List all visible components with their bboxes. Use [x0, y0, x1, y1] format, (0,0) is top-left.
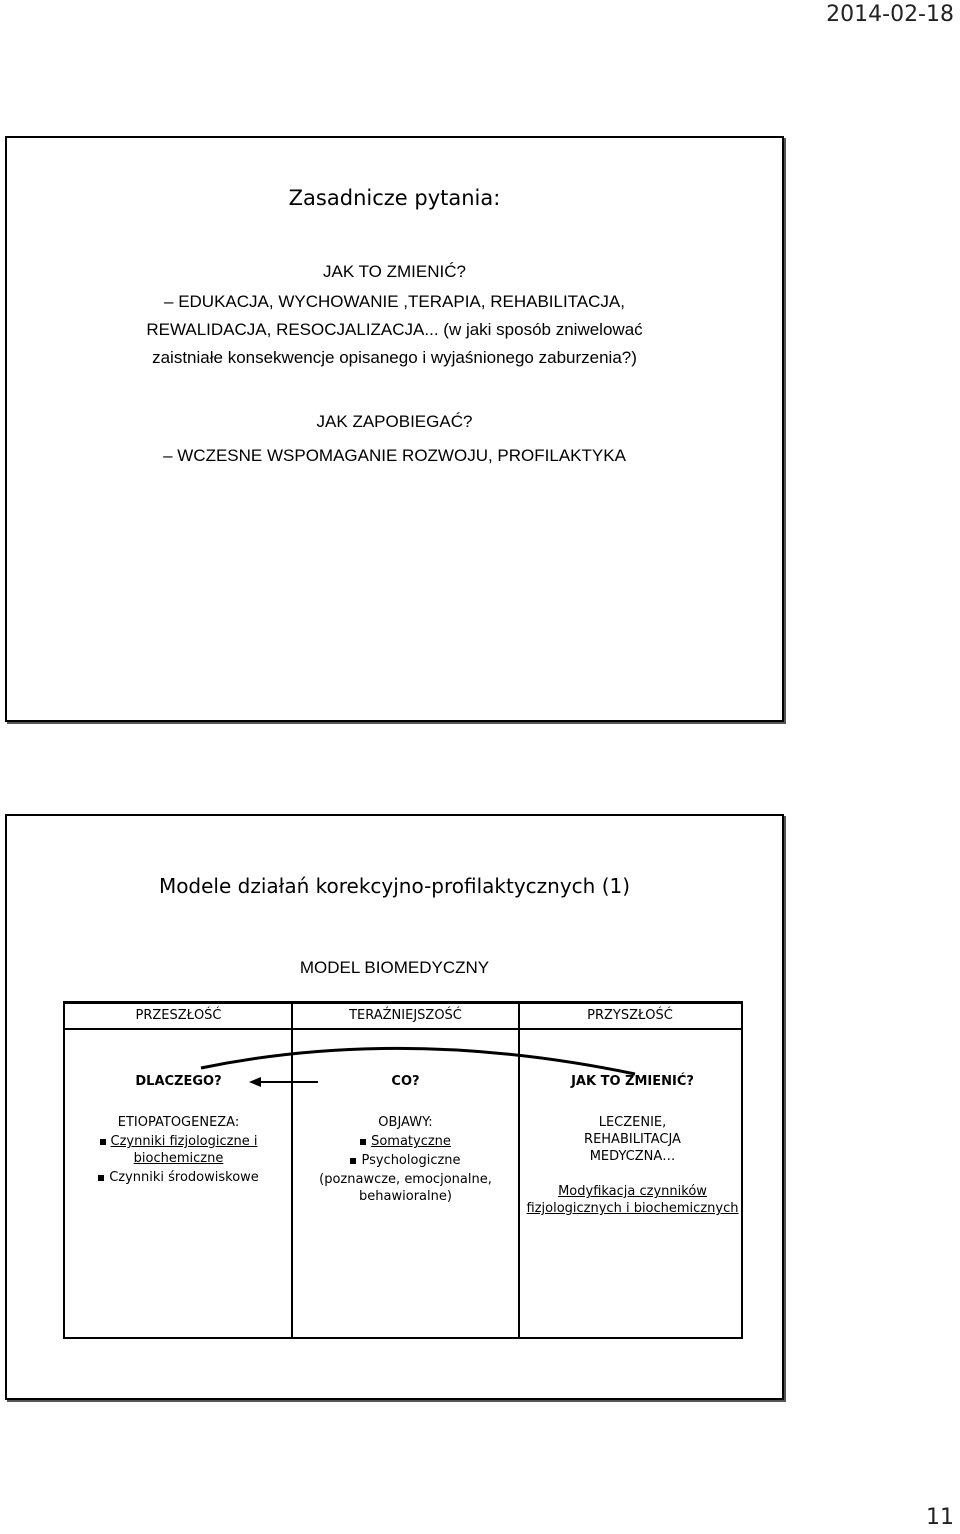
list-item — [292, 1133, 519, 1150]
slide-1-title: Zasadnicze pytania: — [288, 186, 501, 210]
medical-label: MEDYCZNA… — [589, 1149, 676, 1164]
psychological-symptoms: Psychologiczne — [361, 1153, 461, 1168]
column-future — [519, 1074, 746, 1217]
rehabilitation-label: REHABILITACJA — [584, 1132, 681, 1147]
curved-connector — [201, 1048, 635, 1074]
treatment-label: LECZENIE, — [598, 1115, 667, 1130]
answer-change-rest: (w jaki sposób zniwelować — [438, 320, 643, 339]
psychological-detail: (poznawcze, emocjonalne, behawioralne) — [319, 1172, 492, 1204]
column-future-head: JAK TO ZMIENIĆ? — [571, 1074, 694, 1089]
answer-change-line-3: zaistniałe konsekwencje opisanego i wyjaśnionego zaburzenia?) — [152, 348, 637, 367]
column-present-head: CO? — [391, 1074, 420, 1089]
answer-change-line-2 — [7, 320, 782, 340]
model-subtitle: MODEL BIOMEDYCZNY — [299, 958, 490, 977]
bullet-icon — [350, 1158, 356, 1164]
model-table — [63, 1001, 743, 1339]
slide-2-title: Modele działań korekcyjno-profilaktycznych (1) — [158, 874, 631, 898]
environmental-factors: Czynniki środowiskowe — [109, 1170, 259, 1185]
column-present — [292, 1074, 519, 1205]
page-number: 11 — [926, 1505, 954, 1530]
list-item — [65, 1169, 292, 1186]
answer-change-bold: REWALIDACJA, RESOCJALIZACJA... — [146, 320, 439, 339]
header-future: PRZYSZŁOŚĆ — [587, 1008, 673, 1023]
question-change: JAK TO ZMIENIĆ? — [323, 262, 466, 281]
page-date: 2014-02-18 — [826, 2, 954, 27]
factor-modification: Modyfikacja czynników fizjologicznych i biochemicznych — [526, 1184, 739, 1216]
answer-prevent: – WCZESNE WSPOMAGANIE ROZWOJU, PROFILAKTYKA — [163, 446, 626, 465]
bullet-icon — [360, 1139, 366, 1145]
bullet-icon — [98, 1175, 104, 1181]
header-past: PRZESZŁOŚĆ — [135, 1008, 222, 1023]
list-item — [292, 1152, 519, 1169]
answer-change-line-1: – EDUKACJA, WYCHOWANIE ,TERAPIA, REHABILITACJA, — [164, 292, 625, 311]
header-present: TERAŹNIEJSZOŚĆ — [349, 1008, 462, 1023]
column-past-head: DLACZEGO? — [135, 1074, 222, 1089]
column-past — [65, 1074, 292, 1188]
slide-1 — [5, 136, 784, 722]
list-item — [65, 1133, 292, 1167]
bullet-icon — [100, 1139, 106, 1145]
physiological-factors: Czynniki fizjologiczne i biochemiczne — [110, 1134, 258, 1166]
question-prevent: JAK ZAPOBIEGAĆ? — [316, 412, 473, 431]
symptoms-label: OBJAWY: — [378, 1115, 433, 1130]
slide-2 — [5, 814, 784, 1400]
somatic-symptoms: Somatyczne — [371, 1134, 451, 1149]
etiopathogenesis-label: ETIOPATOGENEZA: — [117, 1115, 240, 1130]
